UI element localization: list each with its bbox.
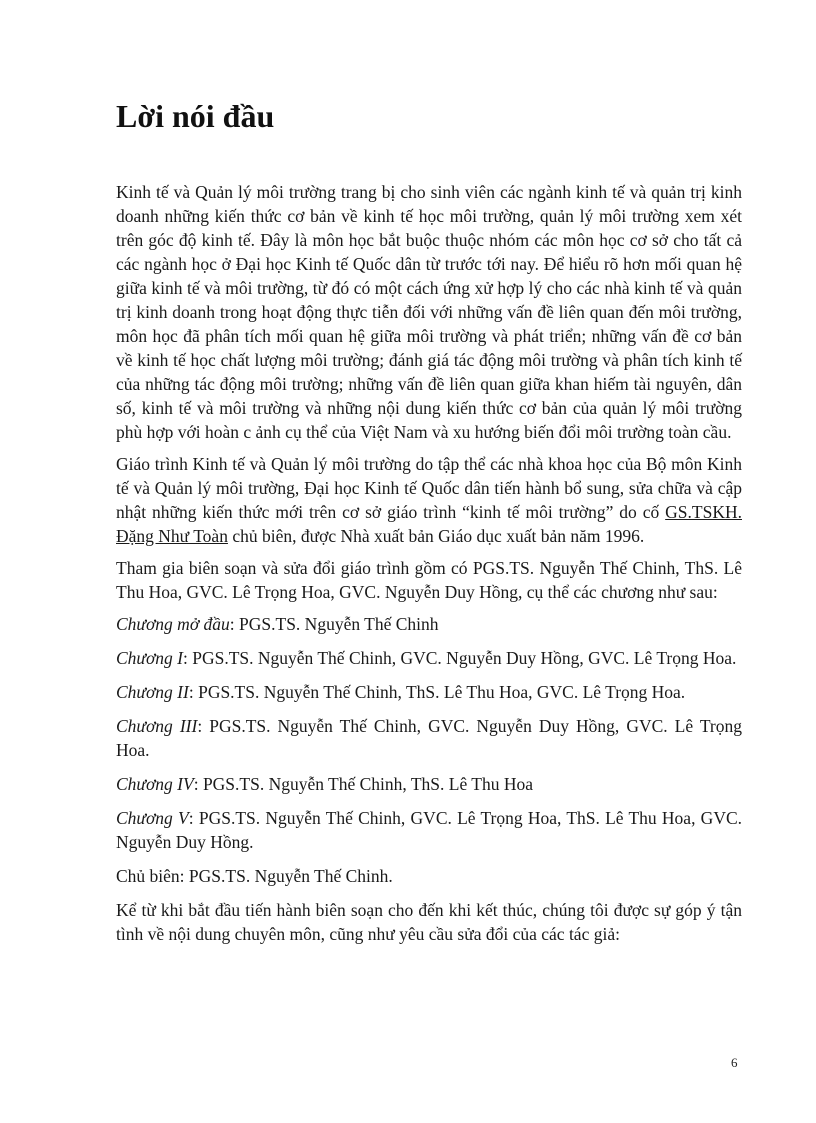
paragraph-intro: Kinh tế và Quản lý môi trường trang bị cho sinh viên các ngành kinh tế và quản trị kinh doanh những kiến thức cơ bản về kinh tế học môi trường, quản lý môi trường xem xét trên góc độ kinh tế. Đây là môn học bắt buộc thuộc nhóm các môn học cơ sở cho tất cả các ngành học ở Đại học Kinh tế Quốc dân từ trước tới nay. Để hiểu rõ hơn mối quan hệ giữa kinh tế và môi trường, từ đó có một cách ứng xử hợp lý cho các nhà kinh tế và quản trị kinh doanh trong hoạt động thực tiễn đối với những vấn đề liên quan đến môi trường, môn học đã phân tích mối quan hệ giữa môi trường và phát triển; những vấn đề cơ bản về kinh tế học chất lượng môi trường; đánh giá tác động môi trường và phân tích kinh tế của những tác động môi trường; những vấn đề liên quan giữa khan hiếm tài nguyên, dân số, kinh tế và môi trường và những nội dung kiến thức cơ bản của quản lý môi trường phù hợp với hoàn c ảnh cụ thể của Việt Nam và xu hướng biến đổi môi trường toàn cầu.	[116, 182, 742, 442]
editor-name-link[interactable]: GS.TSKH. Đặng Như Toàn	[116, 502, 742, 546]
chapter-line-intro	[116, 612, 742, 636]
page-number: 6	[731, 1055, 738, 1070]
chapter-authors: : PGS.TS. Nguyễn Thế Chinh	[229, 614, 439, 634]
editor-line: Chủ biên: PGS.TS. Nguyễn Thế Chinh.	[116, 866, 393, 886]
chapter-authors: : PGS.TS. Nguyễn Thế Chinh, GVC. Nguyễn Duy Hồng, GVC. Lê Trọng Hoa.	[183, 648, 737, 668]
chapter-authors: : PGS.TS. Nguyễn Thế Chinh, ThS. Lê Thu Hoa	[193, 774, 534, 794]
paragraph-authors: Tham gia biên soạn và sửa đổi giáo trình gồm có PGS.TS. Nguyễn Thế Chinh, ThS. Lê Thu Hoa, GVC. Lê Trọng Hoa, GVC. Nguyễn Duy Hồng, cụ thể các chương như sau:	[116, 558, 742, 602]
chapter-label: Chương IV	[116, 774, 194, 794]
chapter-label: Chương mở đầu	[116, 614, 230, 634]
chapter-label: Chương II	[116, 682, 189, 702]
chapter-line-2	[116, 680, 742, 704]
chapter-line-1	[116, 646, 742, 670]
chapter-line-5	[116, 806, 742, 854]
chapter-authors: : PGS.TS. Nguyễn Thế Chinh, GVC. Lê Trọng Hoa, ThS. Lê Thu Hoa, GVC. Nguyễn Duy Hồng.	[116, 808, 743, 852]
chapter-label: Chương III	[116, 716, 198, 736]
paragraph-textbook-origin	[116, 452, 742, 548]
chapter-authors: : PGS.TS. Nguyễn Thế Chinh, GVC. Nguyễn Duy Hồng, GVC. Lê Trọng Hoa.	[116, 716, 742, 760]
paragraph-text: chủ biên, được Nhà xuất bản Giáo dục xuất bản năm 1996.	[227, 526, 645, 546]
chapter-label: Chương V	[116, 808, 189, 828]
chapter-line-3	[116, 714, 742, 762]
paragraph-text: Giáo trình Kinh tế và Quản lý môi trường do tập thể các nhà khoa học của Bộ môn Kinh tế và Quản lý môi trường, Đại học Kinh tế Quốc dân tiến hành bổ sung, sửa chữa và cập nhật những kiến thức mới trên cơ sở giáo trình “kinh tế môi trường” do cố	[116, 454, 742, 522]
paragraph-acknowledgement: Kể từ khi bắt đầu tiến hành biên soạn cho đến khi kết thúc, chúng tôi được sự góp ý tận tình về nội dung chuyên môn, cũng như yêu cầu sửa đổi của các tác giả:	[116, 900, 742, 944]
page-title: Lời nói đầu	[116, 98, 275, 134]
document-body	[116, 180, 742, 954]
chapter-line-4	[116, 772, 742, 796]
chapter-authors: : PGS.TS. Nguyễn Thế Chinh, ThS. Lê Thu Hoa, GVC. Lê Trọng Hoa.	[188, 682, 686, 702]
chapter-label: Chương I	[116, 648, 184, 668]
